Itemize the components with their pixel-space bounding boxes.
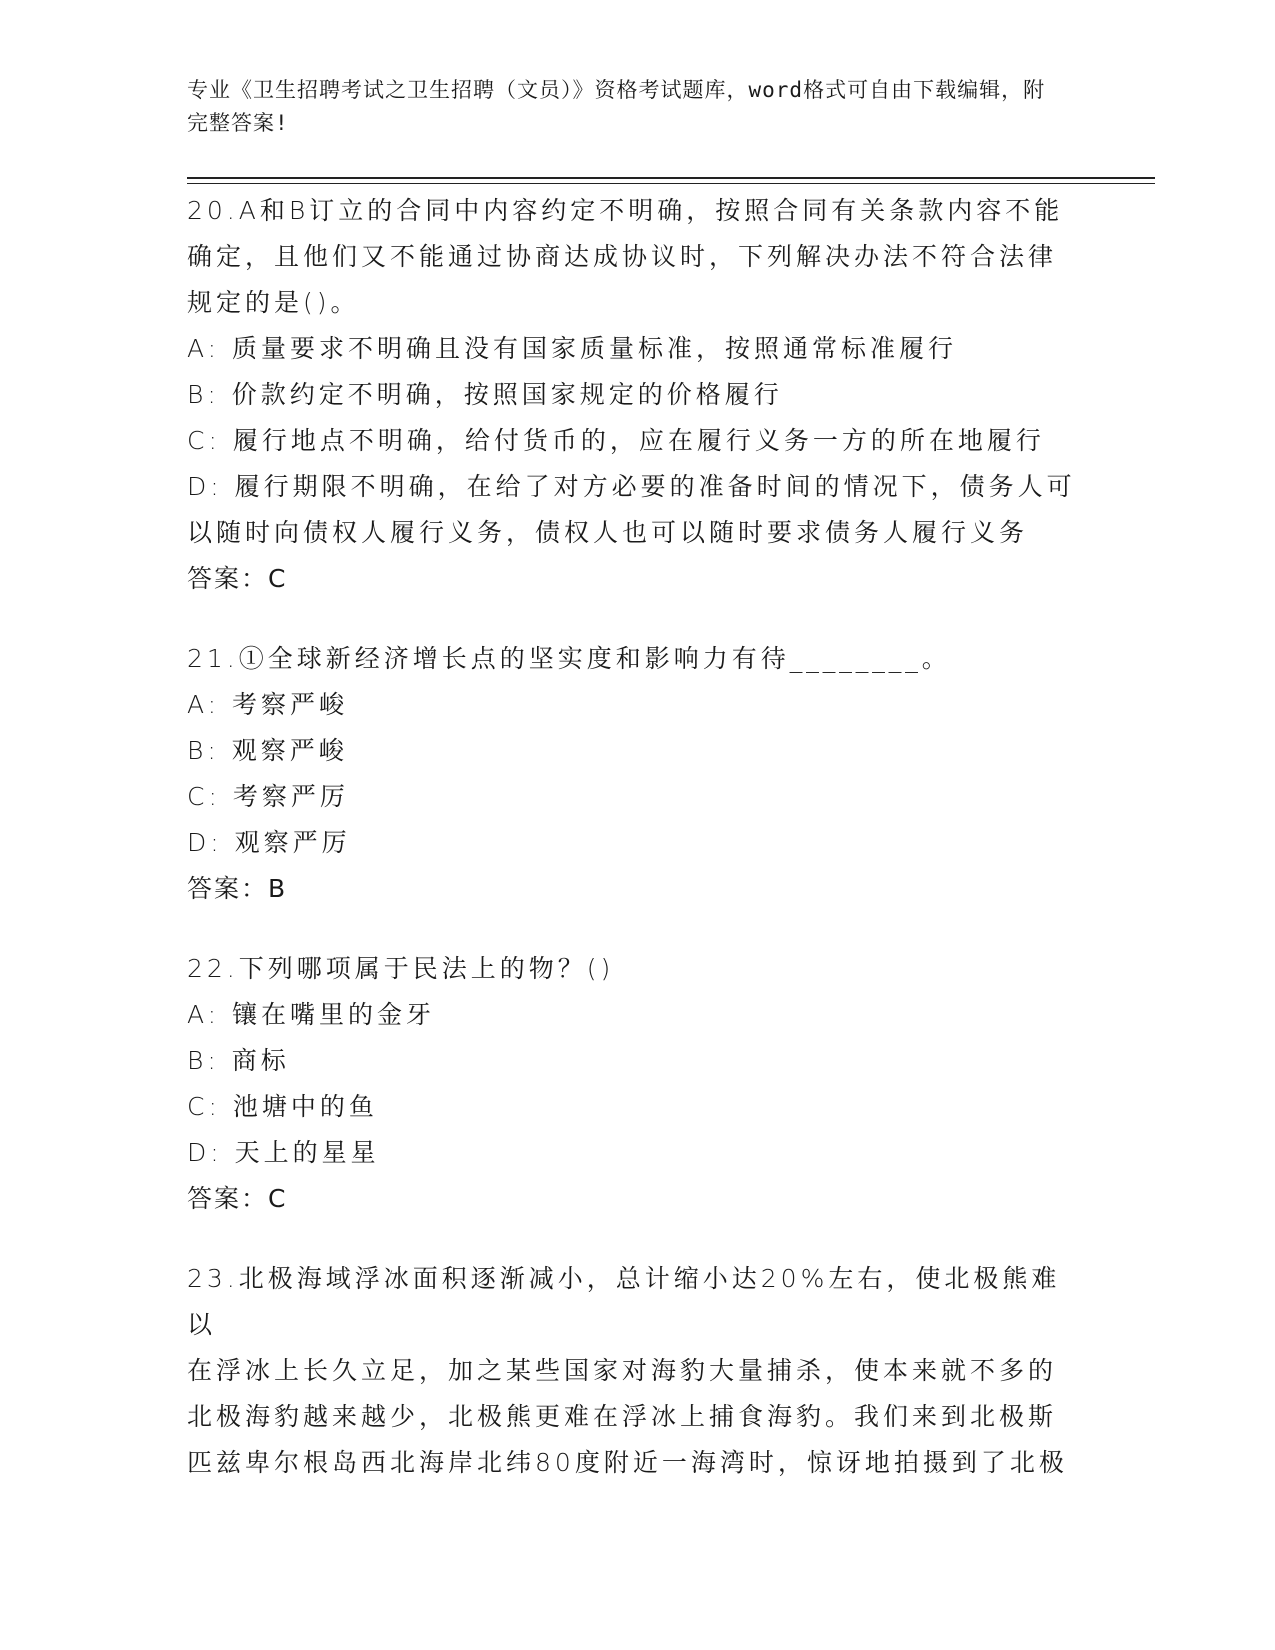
option-c: C: 池塘中的鱼 <box>187 1092 378 1121</box>
answer-label: 答案：B <box>187 874 288 903</box>
question-stem-line: 在浮冰上长久立足，加之某些国家对海豹大量捕杀，使本来就不多的 <box>187 1356 1058 1385</box>
option-d: D: 观察严厉 <box>187 828 351 857</box>
question-22 <box>187 946 1087 1222</box>
option-d: D: 履行期限不明确，在给了对方必要的准备时间的情况下，债务人可 <box>187 472 1076 501</box>
answer-label: 答案：C <box>187 564 288 593</box>
header-divider-thick <box>187 177 1155 179</box>
question-stem-line: 匹兹卑尔根岛西北海岸北纬80度附近一海湾时，惊讶地拍摄到了北极 <box>187 1448 1068 1477</box>
option-c: C: 考察严厉 <box>187 782 349 811</box>
question-list <box>187 188 1087 1520</box>
option-b: B: 观察严峻 <box>187 736 348 765</box>
question-23 <box>187 1256 1087 1486</box>
question-stem-line: 22.下列哪项属于民法上的物？() <box>187 954 615 983</box>
question-stem-line: 20.A和B订立的合同中内容约定不明确，按照合同有关条款内容不能 <box>187 196 1064 225</box>
question-21 <box>187 636 1087 912</box>
question-20 <box>187 188 1087 602</box>
question-stem-line: 21.①全球新经济增长点的坚实度和影响力有待________。 <box>187 644 951 673</box>
question-stem-line: 23.北极海域浮冰面积逐渐减小，总计缩小达20%左右，使北极熊难以 <box>187 1264 1061 1339</box>
answer-label: 答案：C <box>187 1184 288 1213</box>
option-b: B: 商标 <box>187 1046 290 1075</box>
option-a: A: 考察严峻 <box>187 690 349 719</box>
option-c: C: 履行地点不明确，给付货币的，应在履行义务一方的所在地履行 <box>187 426 1045 455</box>
question-stem-line: 北极海豹越来越少，北极熊更难在浮冰上捕食海豹。我们来到北极斯 <box>187 1402 1058 1431</box>
option-a: A: 质量要求不明确且没有国家质量标准，按照通常标准履行 <box>187 334 958 363</box>
question-stem-line: 确定，且他们又不能通过协商达成协议时，下列解决办法不符合法律 <box>187 242 1058 271</box>
document-header: 专业《卫生招聘考试之卫生招聘（文员）》资格考试题库，word格式可自由下载编辑，附完整答案! <box>187 78 1046 135</box>
option-a: A: 镶在嘴里的金牙 <box>187 1000 436 1029</box>
option-d-continued: 以随时向债权人履行义务，债权人也可以随时要求债务人履行义务 <box>187 518 1029 547</box>
header-divider-thin <box>187 183 1155 184</box>
option-b: B: 价款约定不明确，按照国家规定的价格履行 <box>187 380 783 409</box>
question-stem-line: 规定的是()。 <box>187 288 360 317</box>
option-d: D: 天上的星星 <box>187 1138 380 1167</box>
